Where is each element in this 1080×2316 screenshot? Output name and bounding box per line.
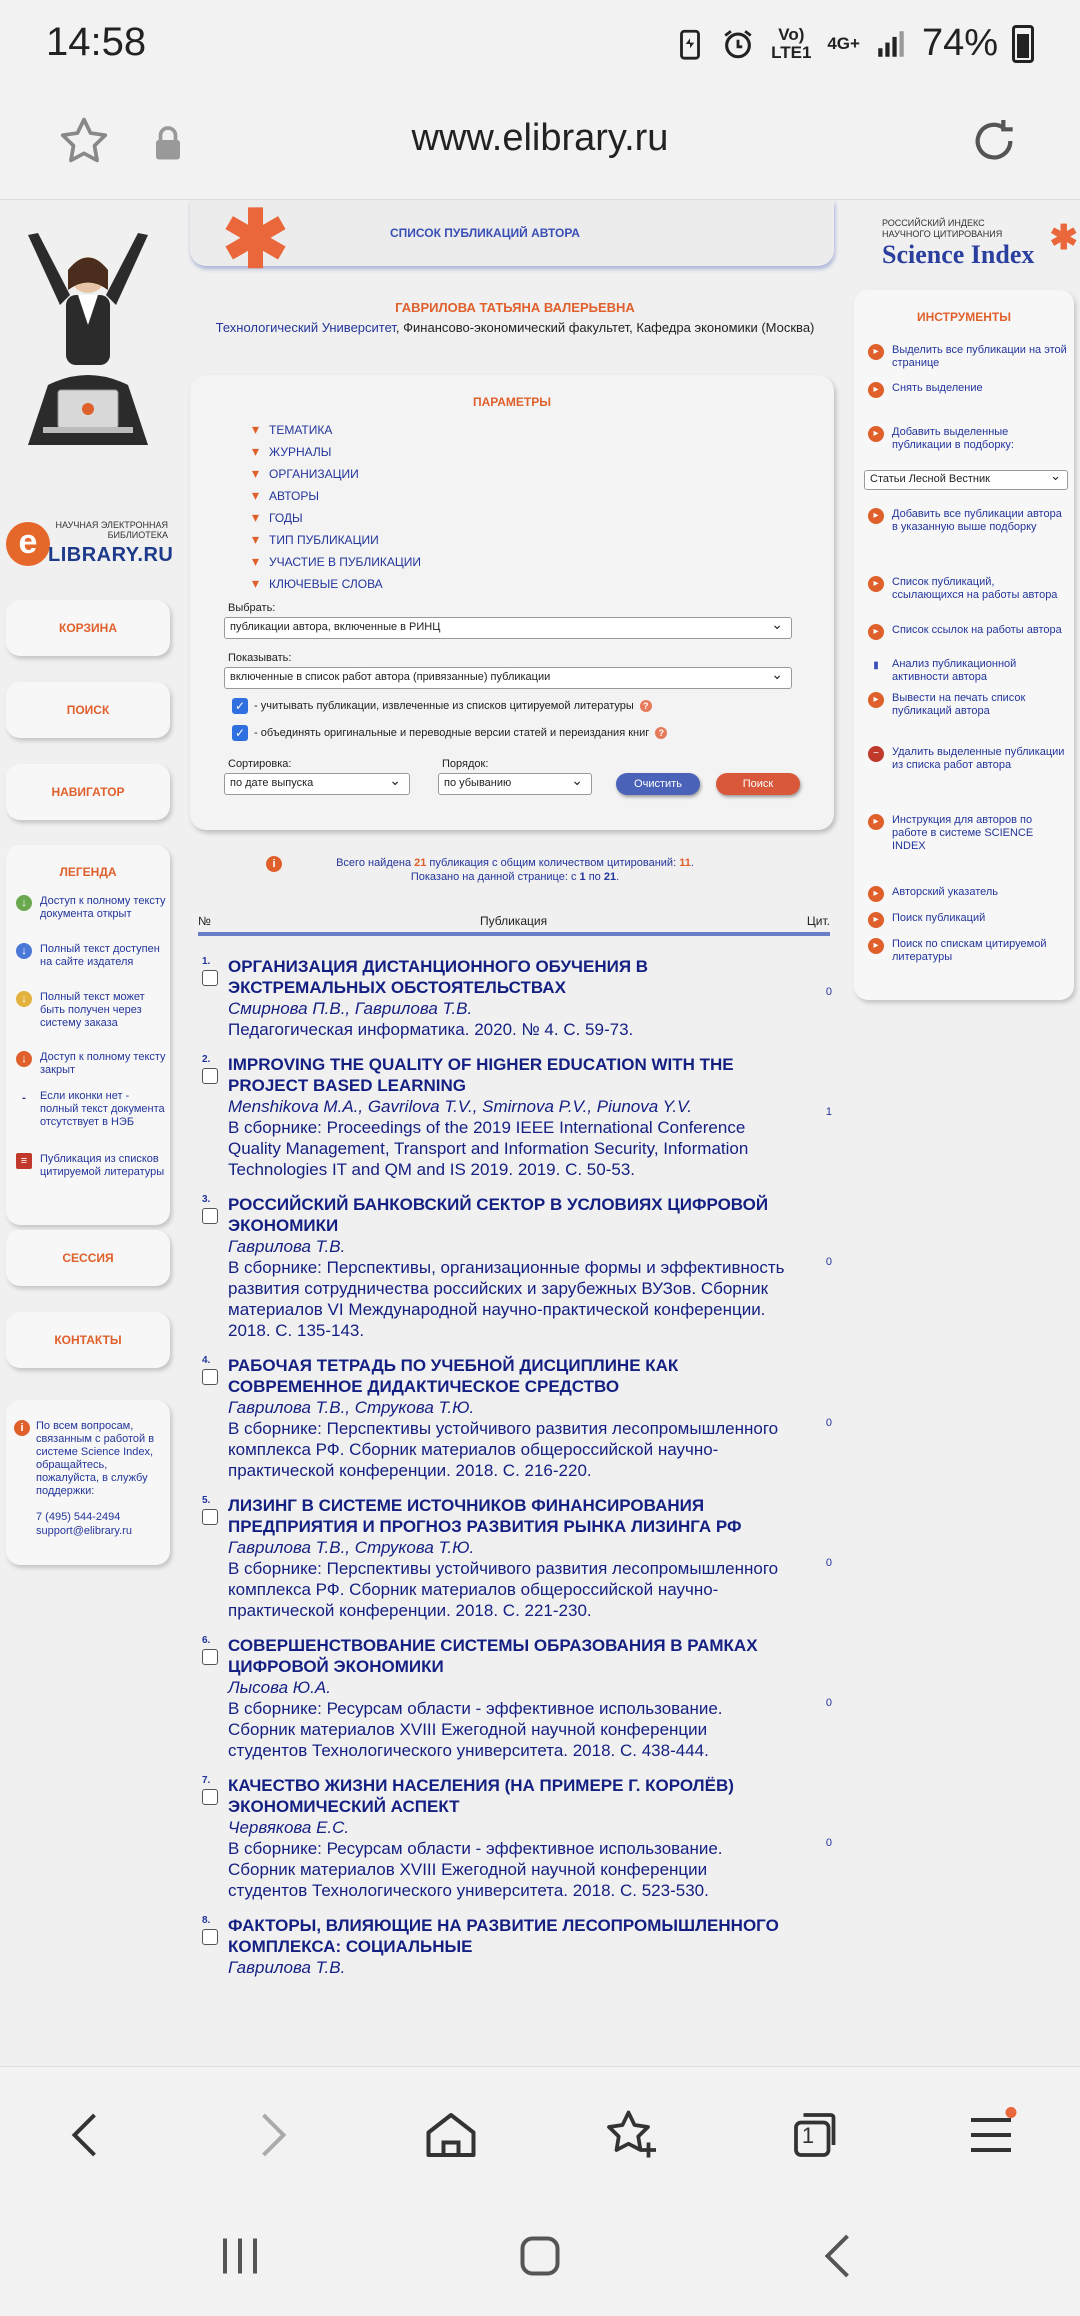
publications-list — [190, 956, 840, 1992]
menu-icon[interactable] — [956, 2105, 1026, 2165]
science-index-logo[interactable] — [882, 218, 1078, 278]
citation-count: 0 — [825, 1417, 832, 1429]
tools-panel — [854, 290, 1074, 1000]
download-red-icon: ↓ — [16, 1051, 32, 1067]
back-icon[interactable] — [52, 2105, 122, 2165]
download-green-icon: ↓ — [16, 895, 32, 911]
publication-source: В сборнике: Перспективы устойчивого развития лесопромышленного комплекса РФ. Сборник материалов общероссийской научно-практической конференции. 2018. С. 221-230. — [228, 1559, 779, 1620]
clear-button[interactable]: Очистить — [616, 773, 700, 795]
support-phone: 7 (495) 544-2494 — [36, 1511, 121, 1523]
session-button[interactable]: СЕССИЯ — [6, 1230, 170, 1286]
tool-author-index[interactable]: ▸ Авторский указатель — [868, 886, 1068, 902]
university-link[interactable]: Технологический Университет — [215, 320, 396, 335]
tool-add-selected[interactable]: ▸ Добавить выделенные публикации в подборку: — [868, 426, 1068, 452]
citation-count: 0 — [825, 1256, 832, 1268]
search-button[interactable]: Поиск — [716, 773, 800, 795]
page-title-panel — [190, 200, 834, 284]
table-row: 7. КАЧЕСТВО ЖИЗНИ НАСЕЛЕНИЯ (НА ПРИМЕРЕ Г. КОРОЛЁВ) ЭКОНОМИЧЕСКИЙ АСПЕКТ Червякова Е.С. В сборнике: Ресурсам области - эффективное использование. Сборник материалов XVIII Ежегодной научной конференции студентов Технологического университета. 2018. С. 523-530. 0 — [202, 1775, 832, 1900]
publication-source: В сборнике: Ресурсам области - эффективное использование. Сборник материалов XVIII Ежегодной научной конференции студентов Технологического университета. 2018. С. 438-444. — [228, 1699, 723, 1760]
citation-count: 0 — [825, 1837, 832, 1849]
network-label: Vo) LTE1 — [771, 24, 812, 62]
asterisk-icon: ✱ — [1049, 219, 1078, 257]
table-row: 3. РОССИЙСКИЙ БАНКОВСКИЙ СЕКТОР В УСЛОВИЯХ ЦИФРОВОЙ ЭКОНОМИКИ Гаврилова Т.В. В сборнике: Перспективы, организационные формы и эффективность развития сотрудничества российских и зарубежных ВУЗов. Сборник материалов VI Международной научно-практической конференции. 2018. С. 135-143. 0 — [202, 1194, 832, 1340]
row-checkbox[interactable] — [202, 1208, 218, 1224]
publication-title[interactable]: ЛИЗИНГ В СИСТЕМЕ ИСТОЧНИКОВ ФИНАНСИРОВАНИЯ ПРЕДПРИЯТИЯ И ПРОГНОЗ РАЗВИТИЯ РЫНКА ЛИЗИНГА РФ — [228, 1496, 742, 1536]
publication-authors: Червякова Е.С. — [228, 1818, 350, 1837]
order-label: Порядок: — [442, 758, 489, 770]
publication-source: В сборнике: Ресурсам области - эффективное использование. Сборник материалов XVIII Ежегодной научной конференции студентов Технологического университета. 2018. С. 523-530. — [228, 1839, 723, 1900]
arrow-icon: ▸ — [868, 508, 884, 524]
publication-title[interactable]: КАЧЕСТВО ЖИЗНИ НАСЕЛЕНИЯ (НА ПРИМЕРЕ Г. КОРОЛЁВ) ЭКОНОМИЧЕСКИЙ АСПЕКТ — [228, 1776, 734, 1816]
none-icon: - — [22, 1092, 26, 1104]
home-button-icon[interactable] — [510, 2226, 570, 2286]
status-icons — [673, 22, 1034, 65]
arrow-icon: ▸ — [868, 886, 884, 902]
col-number: № — [198, 914, 211, 928]
browser-nav-bar — [0, 2066, 1080, 2196]
support-contacts — [36, 1510, 132, 1538]
tool-citing-list[interactable]: ▸ Список публикаций, ссылающихся на работы автора — [868, 576, 1068, 602]
select-dropdown[interactable]: публикации автора, включенные в РИНЦ ⌄ — [224, 617, 792, 639]
citation-count: 0 — [825, 986, 832, 998]
row-checkbox[interactable] — [202, 1068, 218, 1084]
col-citations: Цит. — [806, 914, 830, 928]
system-back-icon[interactable] — [810, 2226, 870, 2286]
legend-item: ↓ Доступ к полному тексту документа открыт — [16, 895, 166, 921]
battery-percent: 74% — [921, 22, 998, 64]
arrow-icon: ▸ — [868, 912, 884, 928]
sort-label: Сортировка: — [228, 758, 292, 770]
cited-lit-checkbox[interactable]: ✓ — [232, 698, 248, 714]
filter-journals[interactable]: ▾ ЖУРНАЛЫ — [252, 443, 331, 460]
arrow-icon: ▸ — [868, 344, 884, 360]
arrow-icon: ▸ — [868, 692, 884, 708]
row-checkbox[interactable] — [202, 1369, 218, 1385]
row-checkbox[interactable] — [202, 1789, 218, 1805]
legend-item: ≡ Публикация из списков цитируемой литературы — [16, 1153, 166, 1179]
recent-apps-icon[interactable] — [210, 2226, 270, 2286]
merge-versions-checkbox-row: ✓ - объединять оригинальные и переводные версии статей и переиздания книг ? — [232, 725, 667, 741]
filter-keywords[interactable]: ▾ КЛЮЧЕВЫЕ СЛОВА — [252, 575, 383, 592]
author-affiliation: Технологический Университет, Финансово-экономический факультет, Кафедра экономики (Москва) — [215, 320, 815, 335]
battery-saver-icon — [673, 27, 707, 61]
table-row: 2. IMPROVING THE QUALITY OF HIGHER EDUCATION WITH THE PROJECT BASED LEARNING Menshikova M.A., Gavrilova T.V., Smirnova P.V., Piunova Y.V. В сборнике: Proceedings of the 2019 IEEE International Conference Quality Management, Transport and Information Security, Information Technologies IT and QM and IS 2019. 2019. С. 50-53. 1 — [202, 1054, 832, 1179]
publication-authors: Гаврилова Т.В., Струкова Т.Ю. — [228, 1538, 475, 1557]
alarm-icon — [721, 27, 755, 61]
row-checkbox[interactable] — [202, 1929, 218, 1945]
table-row: 4. РАБОЧАЯ ТЕТРАДЬ ПО УЧЕБНОЙ ДИСЦИПЛИНЕ КАК СОВРЕМЕННОЕ ДИДАКТИЧЕСКОЕ СРЕДСТВО Гаврилова Т.В., Струкова Т.Ю. В сборнике: Перспективы устойчивого развития лесопромышленного комплекса РФ. Сборник материалов общероссийской научно-практической конференции. 2018. С. 216-220. 0 — [202, 1355, 832, 1480]
publication-authors: Гаврилова Т.В. — [228, 1958, 346, 1977]
navigator-button[interactable]: НАВИГАТОР — [6, 764, 170, 820]
publication-title[interactable]: IMPROVING THE QUALITY OF HIGHER EDUCATION WITH THE PROJECT BASED LEARNING — [228, 1055, 734, 1095]
tool-search-publications[interactable]: ▸ Поиск публикаций — [868, 912, 1068, 928]
legend-item: ↓ Полный текст может быть получен через систему заказа — [16, 991, 166, 1030]
tools-title: ИНСТРУМЕНТЫ — [916, 310, 1012, 324]
tool-deselect[interactable]: ▸ Снять выделение — [868, 382, 1068, 398]
status-bar — [0, 0, 1080, 95]
tool-print[interactable]: ▸ Вывести на печать список публикаций автора — [868, 692, 1068, 718]
results-summary: Всего найдена 21 публикация с общим количеством цитирований: 11. Показано на данной странице: с 1 по 21. — [336, 857, 694, 883]
tool-delete-selected[interactable]: − Удалить выделенные публикации из списка работ автора — [868, 746, 1068, 772]
arrow-icon: ▸ — [868, 382, 884, 398]
publication-authors: Лысова Ю.А. — [228, 1678, 331, 1697]
publication-source: В сборнике: Proceedings of the 2019 IEEE International Conference Quality Management, Transport and Information Security, Information Technologies IT and QM and IS 2019. 2019. С. 50-53. — [228, 1118, 749, 1179]
support-email[interactable]: support@elibrary.ru — [36, 1525, 132, 1537]
publication-source: Педагогическая информатика. 2020. № 4. С. 59-73. — [228, 1020, 634, 1039]
cited-lit-checkbox-row: ✓ - учитывать публикации, извлеченные из списков цитируемой литературы ? — [232, 698, 652, 714]
support-panel — [6, 1400, 170, 1565]
publication-title[interactable]: РАБОЧАЯ ТЕТРАДЬ ПО УЧЕБНОЙ ДИСЦИПЛИНЕ КАК СОВРЕМЕННОЕ ДИДАКТИЧЕСКОЕ СРЕДСТВО — [228, 1356, 679, 1396]
table-row: 5. ЛИЗИНГ В СИСТЕМЕ ИСТОЧНИКОВ ФИНАНСИРОВАНИЯ ПРЕДПРИЯТИЯ И ПРОГНОЗ РАЗВИТИЯ РЫНКА ЛИЗИНГА РФ Гаврилова Т.В., Струкова Т.Ю. В сборнике: Перспективы устойчивого развития лесопромышленного комплекса РФ. Сборник материалов общероссийской научно-практической конференции. 2018. С. 221-230. 0 — [202, 1495, 832, 1620]
legend-item: - Если иконки нет - полный текст документа отсутствует в НЭБ — [16, 1090, 166, 1129]
arrow-icon: ▸ — [868, 938, 884, 954]
publication-authors: Гаврилова Т.В., Струкова Т.Ю. — [228, 1398, 475, 1417]
science-index-title: Science Index — [882, 240, 1035, 269]
arrow-icon: ▸ — [868, 624, 884, 640]
row-checkbox[interactable] — [202, 1649, 218, 1665]
tool-select-all[interactable]: ▸ Выделить все публикации на этой странице — [868, 344, 1068, 370]
cart-button[interactable]: КОРЗИНА — [6, 600, 170, 656]
show-dropdown[interactable]: включенные в список работ автора (привязанные) публикации ⌄ — [224, 667, 792, 689]
publication-authors: Гаврилова Т.В. — [228, 1237, 346, 1256]
network-type: 4G+ — [827, 33, 860, 53]
table-row: 8. ФАКТОРЫ, ВЛИЯЮЩИЕ НА РАЗВИТИЕ ЛЕСОПРОМЫШЛЕННОГО КОМПЛЕКСА: СОЦИАЛЬНЫЕ Гаврилова Т.В. — [190, 1915, 840, 1978]
arrow-icon: ▸ — [868, 426, 884, 442]
legend-title: ЛЕГЕНДА — [59, 865, 117, 879]
elibrary-logo-caption: НАУЧНАЯ ЭЛЕКТРОННАЯ БИБЛИОТЕКА — [55, 520, 168, 540]
download-blue-icon: ↓ — [16, 943, 32, 959]
list-icon: ≡ — [16, 1153, 32, 1169]
contacts-button[interactable]: КОНТАКТЫ — [6, 1312, 170, 1368]
system-nav-bar — [0, 2196, 1080, 2316]
bar-chart-icon: ▮ — [873, 660, 879, 671]
browser-url-bar — [0, 95, 1080, 200]
legend-panel — [6, 845, 170, 1225]
publication-authors: Menshikova M.A., Gavrilova T.V., Smirnova P.V., Piunova Y.V. — [228, 1097, 692, 1116]
show-label: Показывать: — [228, 652, 292, 664]
tool-references-list[interactable]: ▸ Список ссылок на работы автора — [868, 624, 1068, 640]
author-name: ГАВРИЛОВА ТАТЬЯНА ВАЛЕРЬЕВНА — [395, 300, 635, 315]
battery-icon — [1012, 25, 1034, 63]
bookmarks-icon[interactable] — [596, 2105, 666, 2165]
tool-search-references[interactable]: ▸ Поиск по спискам цитируемой литературы — [868, 938, 1068, 964]
info-icon: i — [14, 1420, 30, 1436]
citation-count: 1 — [825, 1106, 832, 1118]
asterisk-icon: ✱ — [222, 200, 290, 284]
select-label: Выбрать: — [228, 602, 276, 614]
publications-table-header — [198, 910, 830, 936]
tool-analysis[interactable]: ▮ Анализ публикационной активности автора — [868, 658, 1068, 684]
tool-add-all[interactable]: ▸ Добавить все публикации автора в указанную выше подборку — [868, 508, 1068, 534]
publication-authors: Смирнова П.В., Гаврилова Т.В. — [228, 999, 473, 1018]
tabs-button[interactable] — [776, 2105, 846, 2165]
publication-source: В сборнике: Перспективы устойчивого развития лесопромышленного комплекса РФ. Сборник материалов общероссийской научно-практической конференции. 2018. С. 216-220. — [228, 1419, 779, 1480]
col-publication: Публикация — [480, 914, 548, 928]
legend-item: ↓ Доступ к полному тексту закрыт — [16, 1051, 166, 1077]
merge-versions-checkbox[interactable]: ✓ — [232, 725, 248, 741]
page-title: СПИСОК ПУБЛИКАЦИЙ АВТОРА — [390, 226, 580, 240]
publication-title[interactable]: СОВЕРШЕНСТВОВАНИЕ СИСТЕМЫ ОБРАЗОВАНИЯ В РАМКАХ ЦИФРОВОЙ ЭКОНОМИКИ — [228, 1636, 758, 1676]
home-icon[interactable] — [416, 2105, 486, 2165]
table-row: 6. СОВЕРШЕНСТВОВАНИЕ СИСТЕМЫ ОБРАЗОВАНИЯ В РАМКАХ ЦИФРОВОЙ ЭКОНОМИКИ Лысова Ю.А. В сборнике: Ресурсам области - эффективное использование. Сборник материалов XVIII Ежегодной научной конференции студентов Технологического университета. 2018. С. 438-444. 0 — [202, 1635, 832, 1760]
order-dropdown[interactable]: по убыванию ⌄ — [438, 773, 592, 795]
filter-years[interactable]: ▾ ГОДЫ — [252, 509, 303, 526]
filter-topic[interactable]: ▾ ТЕМАТИКА — [252, 421, 332, 438]
science-index-caption: РОССИЙСКИЙ ИНДЕКС НАУЧНОГО ЦИТИРОВАНИЯ — [882, 218, 1003, 239]
table-row: 1. ОРГАНИЗАЦИЯ ДИСТАНЦИОННОГО ОБУЧЕНИЯ В ЭКСТРЕМАЛЬНЫХ ОБСТОЯТЕЛЬСТВАХ Смирнова П.В., Гаврилова Т.В. Педагогическая информатика. 2020. № 4. С. 59-73. 0 — [202, 956, 832, 1039]
web-page — [0, 200, 1080, 2066]
tab-count: 1 — [801, 2123, 815, 2148]
citation-count: 0 — [825, 1557, 832, 1569]
elibrary-logo-e[interactable]: e — [6, 522, 50, 566]
parameters-title: ПАРАМЕТРЫ — [473, 395, 551, 409]
publication-title[interactable]: РОССИЙСКИЙ БАНКОВСКИЙ СЕКТОР В УСЛОВИЯХ ЦИФРОВОЙ ЭКОНОМИКИ — [228, 1195, 769, 1235]
filter-participation[interactable]: ▾ УЧАСТИЕ В ПУБЛИКАЦИИ — [252, 553, 421, 570]
arrow-icon: ▸ — [868, 576, 884, 592]
help-icon[interactable]: ? — [640, 700, 652, 712]
arrow-icon: ▸ — [868, 814, 884, 830]
sort-dropdown[interactable]: по дате выпуска ⌄ — [224, 773, 410, 795]
filter-pub-type[interactable]: ▾ ТИП ПУБЛИКАЦИИ — [252, 531, 379, 548]
collection-dropdown[interactable]: Статьи Лесной Вестник ⌄ — [864, 470, 1068, 490]
help-icon[interactable]: ? — [655, 727, 667, 739]
publication-title[interactable]: ОРГАНИЗАЦИЯ ДИСТАНЦИОННОГО ОБУЧЕНИЯ В ЭКСТРЕМАЛЬНЫХ ОБСТОЯТЕЛЬСТВАХ — [228, 957, 649, 997]
reload-icon[interactable] — [966, 113, 1022, 169]
legend-item: ↓ Полный текст доступен на сайте издателя — [16, 943, 166, 969]
citation-count: 0 — [825, 1697, 832, 1709]
filter-organizations[interactable]: ▾ ОРГАНИЗАЦИИ — [252, 465, 359, 482]
signal-icon — [874, 27, 908, 61]
download-yellow-icon: ↓ — [16, 991, 32, 1007]
minus-icon: − — [868, 746, 884, 762]
clock: 14:58 — [46, 20, 147, 64]
row-checkbox[interactable] — [202, 970, 218, 986]
filter-authors[interactable]: ▾ АВТОРЫ — [252, 487, 319, 504]
parameters-panel — [190, 375, 834, 830]
mascot-illustration — [8, 215, 168, 515]
url-text[interactable]: www.elibrary.ru — [411, 117, 669, 159]
forward-icon[interactable] — [236, 2105, 306, 2165]
elibrary-logo-text[interactable]: LIBRARY.RU — [48, 544, 174, 566]
publication-source: В сборнике: Перспективы, организационные формы и эффективность развития сотрудничества российских и зарубежных ВУЗов. Сборник материалов VI Международной научно-практической конференции. 2018. С. 135-143. — [228, 1258, 785, 1340]
publication-title[interactable]: ФАКТОРЫ, ВЛИЯЮЩИЕ НА РАЗВИТИЕ ЛЕСОПРОМЫШЛЕННОГО КОМПЛЕКСА: СОЦИАЛЬНЫЕ — [228, 1916, 779, 1956]
support-text: По всем вопросам, связанным с работой в системе Science Index, обращайтесь, пожалуйста, в службу поддержки: — [36, 1420, 155, 1497]
search-nav-button[interactable]: ПОИСК — [6, 682, 170, 738]
tool-instructions[interactable]: ▸ Инструкция для авторов по работе в системе SCIENCE INDEX — [868, 814, 1068, 853]
row-checkbox[interactable] — [202, 1509, 218, 1525]
info-icon: i — [266, 856, 282, 872]
